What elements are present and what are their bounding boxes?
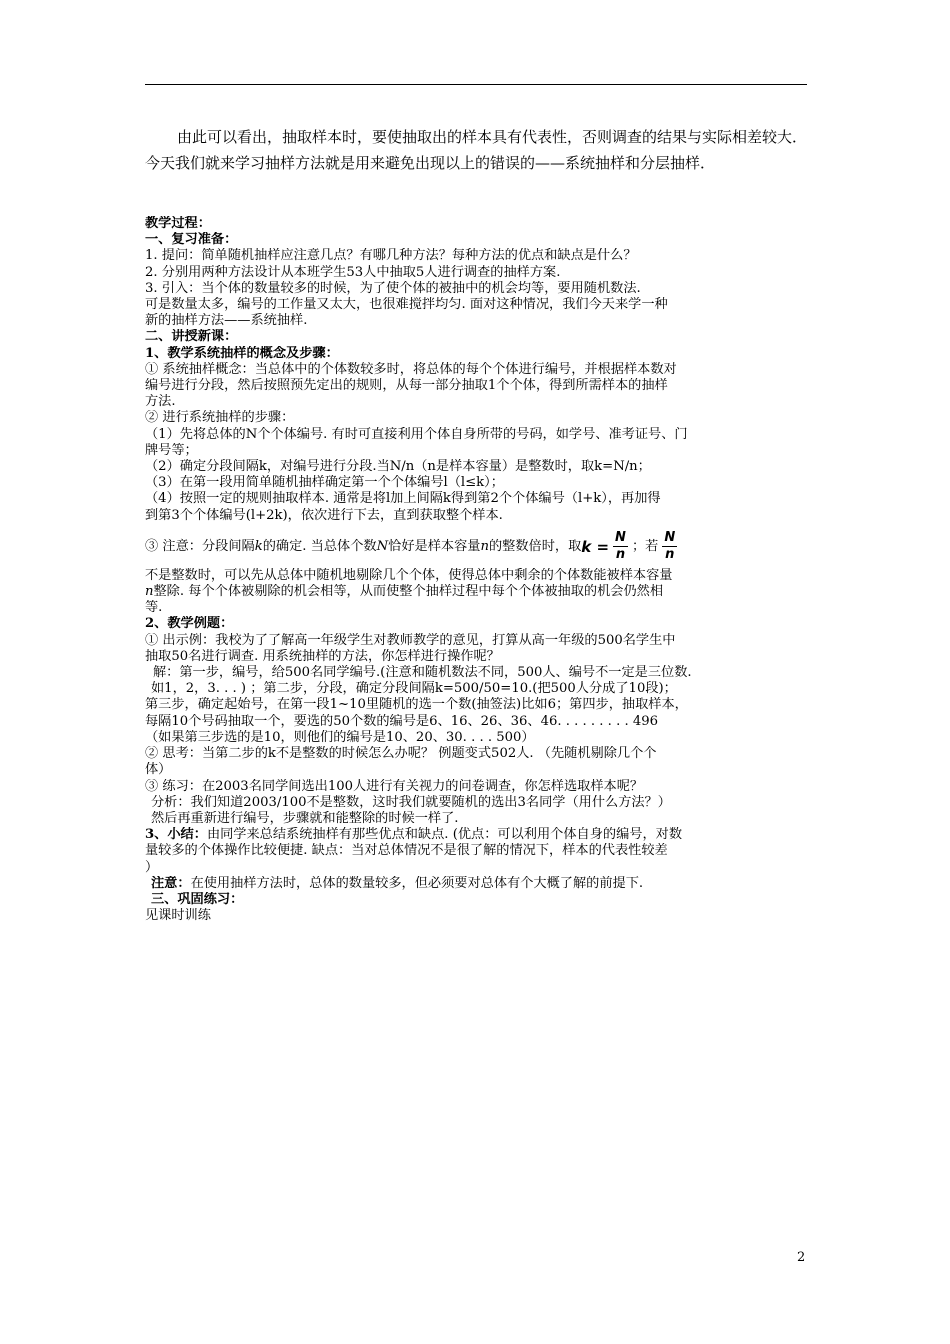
text-line: 牌号等； [145, 442, 198, 458]
text-span: 的确定. 当总体个数 [262, 538, 377, 554]
math-var-N: N [376, 538, 389, 554]
text-line: 每隔10个号码抽取一个，要选的50个数的编号是6、16、26、36、46. . . . . . . . . 496 [145, 713, 659, 729]
text-line: 见课时训练 [145, 908, 211, 924]
section-heading: 2、教学例题： [145, 616, 234, 632]
text-line: 如1，2，3. . . ) ；第二步，分段，确定分段间隔k=500/50=10.(把500人分成了10段)； [151, 681, 677, 697]
lesson-body [145, 216, 807, 924]
fraction-numerator: N [615, 530, 626, 546]
text-line: 3. 引入：当个体的数量较多的时候，为了使个体的被抽中的机会均等，要用随机数法. [145, 280, 641, 296]
text-line [145, 876, 807, 892]
math-k-equals: k = [581, 537, 610, 556]
text-line: （如果第三步选的是10，则他们的编号是10、20、30. . . . 500） [145, 729, 535, 745]
text-line: 不是整数时，可以先从总体中随机地剔除几个个体，使得总体中剩余的个体数能被样本容量 [145, 567, 673, 583]
text-line [145, 827, 807, 843]
note-label: 注意： [151, 875, 191, 891]
intro-paragraph: 由此可以看出，抽取样本时，要使抽取出的样本具有代表性，否则调查的结果与实际相差较大．今天我们就来学习抽样方法就是用来避免出现以上的错误的——系统抽样和分层抽样． [145, 128, 808, 172]
text-line: 抽取50名进行调查. 用系统抽样的方法，你怎样进行操作呢？ [145, 648, 500, 664]
summary-label: 3、小结： [145, 827, 207, 843]
text-span: ；若 [631, 538, 659, 554]
text-line: 量较多的个体操作比较便捷. 缺点：当对总体情况不是很了解的情况下，样本的代表性较差 [145, 843, 668, 859]
formula-line [145, 526, 807, 568]
text-span: 由同学来总结系统抽样有那些优点和缺点. (优点：可以利用个体自身的编号，对数 [206, 827, 683, 843]
text-line: （1）先将总体的N个个体编号. 有时可直接利用个体自身所带的号码，如学号、准考证号、门 [145, 426, 688, 442]
text-line: ① 出示例：我校为了了解高一年级学生对教师教学的意见，打算从高一年级的500名学生中 [145, 632, 676, 648]
text-line: （3）在第一段用简单随机抽样确定第一个个体编号l（l≤k）； [145, 475, 504, 491]
math-var-n: n [480, 538, 489, 554]
text-span: 整除. 每个个体被剔除的机会相等，从而使整个抽样过程中每个个体被抽取的机会仍然相 [153, 584, 664, 600]
header-rule [145, 84, 807, 85]
text-line [145, 584, 807, 600]
section-heading: 二、讲授新课： [145, 329, 238, 345]
text-line: 解：第一步，编号，给500名同学编号.(注意和随机数法不同，500人、编号不一定是三位数. [153, 665, 692, 681]
text-line: ③ 练习：在2003名同学间选出100人进行有关视力的问卷调查，你怎样选取样本呢？ [145, 778, 644, 794]
text-line: 方法. [145, 394, 176, 410]
text-line: ② 思考：当第二步的k不是整数的时候怎么办呢？ 例题变式502人. （先随机剔除几个个 [145, 746, 657, 762]
text-line: 编号进行分段，然后按照预先定出的规则，从每一部分抽取1个个体，得到所需样本的抽样 [145, 378, 668, 394]
text-line: 到第3个个体编号(l+2k)，依次进行下去，直到获取整个样本. [145, 507, 503, 523]
text-line: 可是数量太多，编号的工作量又太大，也很难搅拌均匀. 面对这种情况，我们今天来学一种 [145, 297, 668, 313]
text-line: 第三步，确定起始号，在第一段1~10里随机的选一个数(抽签法)比如6；第四步，抽取样本， [145, 697, 688, 713]
section-heading: 一、复习准备： [145, 232, 238, 248]
fraction-N-over-n [662, 530, 677, 563]
text-line: ） [145, 859, 159, 875]
text-line: 然后再重新进行编号，步骤就和能整除的时候一样了. [151, 810, 459, 826]
math-var-k: k [254, 538, 263, 554]
text-line: （2）确定分段间隔k，对编号进行分段.当N/n（n是样本容量）是整数时，取k=N/n； [145, 459, 651, 475]
fraction-denominator: n [665, 547, 675, 563]
text-line: 体） [145, 762, 172, 778]
text-span: ③ 注意：分段间隔 [145, 538, 255, 554]
section-heading: 教学过程： [145, 216, 211, 231]
math-var-n: n [145, 584, 154, 600]
text-line: （4）按照一定的规则抽取样本. 通常是将l加上间隔k得到第2个个体编号（l+k），再加得 [145, 491, 661, 507]
text-span: 在使用抽样方法时，总体的数量较多，但必须要对总体有个大概了解的前提下. [190, 875, 644, 891]
text-line: 2. 分别用两种方法设计从本班学生53人中抽取5人进行调查的抽样方案. [145, 264, 561, 280]
text-span: 的整数倍时，取 [488, 538, 582, 554]
text-line: 等. [145, 600, 163, 616]
section-heading: 三、巩固练习： [151, 891, 244, 907]
text-line: 1. 提问：简单随机抽样应注意几点？有哪几种方法？每种方法的优点和缺点是什么？ [145, 248, 637, 264]
text-line: 新的抽样方法——系统抽样. [145, 313, 308, 329]
text-span: 恰好是样本容量 [388, 538, 481, 554]
section-heading: 1、教学系统抽样的概念及步骤： [145, 345, 339, 361]
text-line: ① 系统抽样概念：当总体中的个体数较多时，将总体的每个个体进行编号，并根据样本数对 [145, 361, 677, 377]
fraction-N-over-n [613, 530, 628, 563]
fraction-denominator: n [615, 547, 626, 563]
text-line: ② 进行系统抽样的步骤： [145, 410, 295, 426]
text-line: 分析：我们知道2003/100不是整数，这时我们就要随机的选出3名同学（用什么方法？） [151, 794, 671, 810]
page-number: 2 [797, 1250, 806, 1265]
fraction-numerator: N [664, 530, 676, 546]
